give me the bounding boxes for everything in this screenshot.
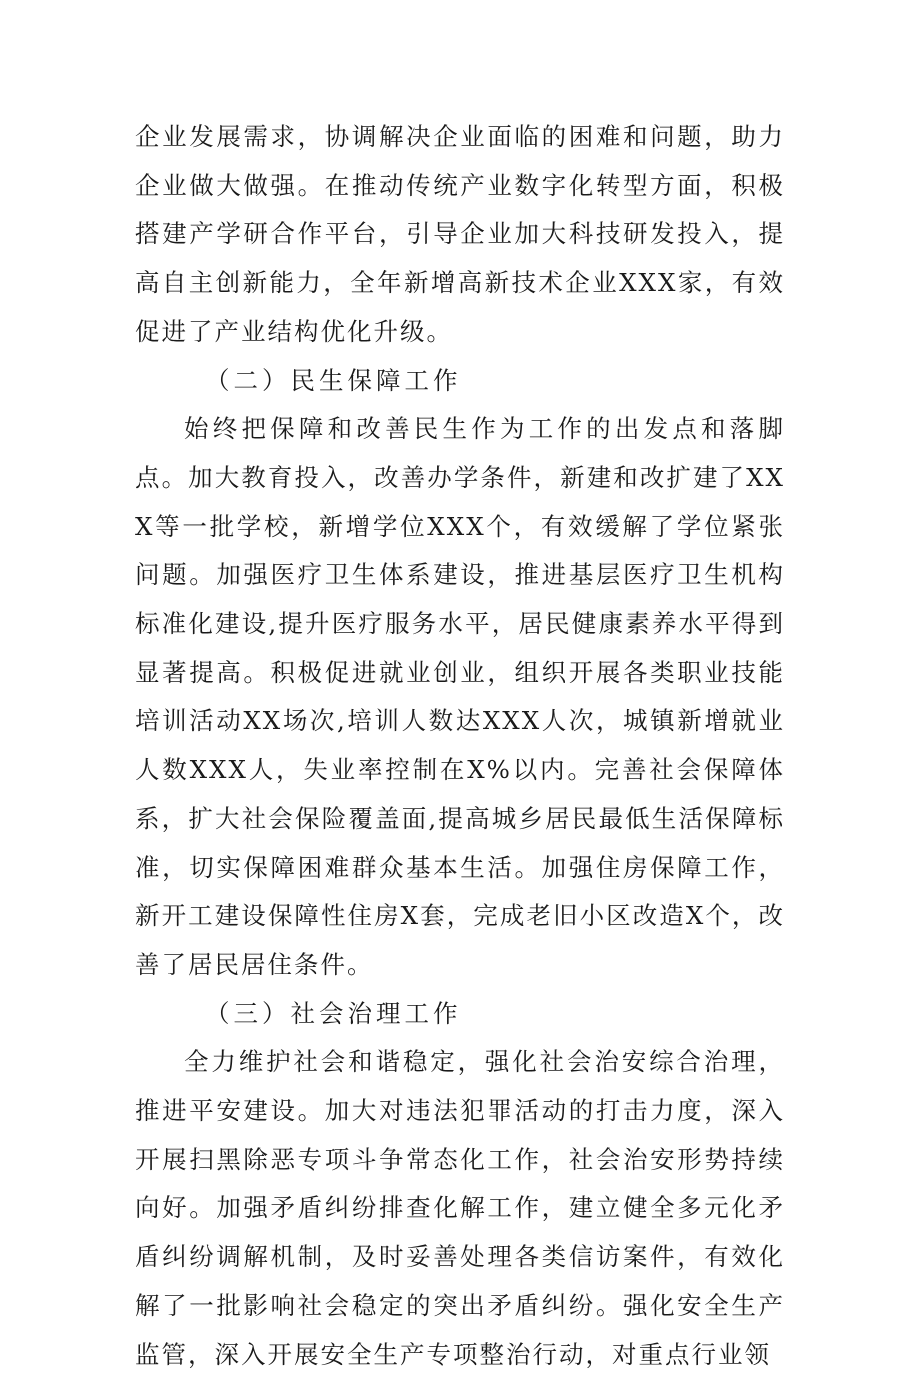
paragraph-livelihood: 始终把保障和改善民生作为工作的出发点和落脚点。加大教育投入，改善办学条件，新建和改扩建了XXX等一批学校，新增学位XXX个，有效缓解了学位紧张问题。加强医疗卫生体系建设，推进基层医疗卫生机构标准化建设,提升医疗服务水平，居民健康素养水平得到显著提高。积极促进就业创业，组织开展各类职业技能培训活动XX场次,培训人数达XXX人次，城镇新增就业人数XXX人，失业率控制在X%以内。完善社会保障体系，扩大社会保险覆盖面,提高城乡居民最低生活保障标准，切实保障困难群众基本生活。加强住房保障工作，新开工建设保障性住房X套，完成老旧小区改造X个，改善了居民居住条件。 xyxy=(135,414,785,979)
paragraph-social-governance: 全力维护社会和谐稳定，强化社会治安综合治理，推进平安建设。加大对违法犯罪活动的打击力度，深入开展扫黑除恶专项斗争常态化工作，社会治安形势持续向好。加强矛盾纠纷排查化解工作，建立健全多元化矛盾纠纷调解机制，及时妥善处理各类信访案件，有效化解了一批影响社会稳定的突出矛盾纠纷。强化安全生产监管，深入开展安全生产专项整治行动，对重点行业领 xyxy=(135,1047,785,1369)
document-body xyxy=(135,113,785,1379)
section-heading-social-governance: （三）社会治理工作 xyxy=(205,998,462,1028)
section-heading-livelihood: （二）民生保障工作 xyxy=(205,365,462,395)
paragraph-industry-development: 企业发展需求，协调解决企业面临的困难和问题，助力企业做大做强。在推动传统产业数字化转型方面，积极搭建产学研合作平台，引导企业加大科技研发投入，提高自主创新能力，全年新增高新技术企业XXX家，有效促进了产业结构优化升级。 xyxy=(135,122,785,346)
